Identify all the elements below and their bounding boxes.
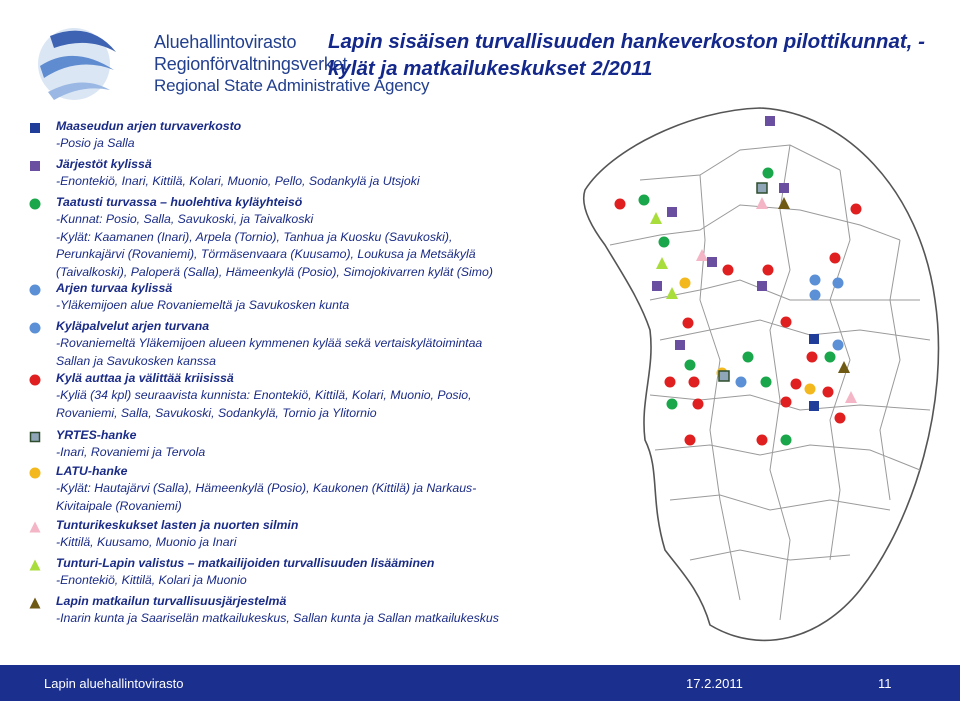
map-marker-circle-icon <box>825 352 836 363</box>
legend-line: -Kittilä, Kuusamo, Muonio ja Inari <box>56 535 237 550</box>
legend <box>0 112 560 632</box>
map-marker-circle-icon <box>743 352 754 363</box>
legend-heading: Taatusti turvassa – huolehtiva kyläyhteisö <box>56 195 303 209</box>
map-marker-circle-icon <box>736 377 747 388</box>
map-marker-square-outline-icon <box>719 371 729 381</box>
map-marker-circle-icon <box>833 340 844 351</box>
map-marker-square-icon <box>707 257 717 267</box>
map-marker-circle-icon <box>761 377 772 388</box>
map-marker-circle-icon <box>659 237 670 248</box>
legend-entry <box>56 156 576 191</box>
map-marker-square-icon <box>765 116 775 126</box>
legend-marker-triangle-icon <box>29 558 41 570</box>
legend-entry <box>56 517 576 552</box>
legend-line: (Taivalkoski), Paloperä (Salla), Hämeenkylä (Posio), Simojokivarren kylät (Simo) <box>56 264 493 279</box>
legend-line: -Kylät: Hautajärvi (Salla), Hämeenkylä (Posio), Kaukonen (Kittilä) ja Narkaus- <box>56 481 477 496</box>
legend-entry <box>56 593 576 628</box>
legend-line: -Posio ja Salla <box>56 136 135 151</box>
map-marker-circle-icon <box>723 265 734 276</box>
legend-marker-triangle-icon <box>29 596 41 608</box>
legend-line: Kivitaipale (Rovaniemi) <box>56 498 182 513</box>
lapland-map <box>556 100 960 660</box>
legend-heading: Tunturi-Lapin valistus – matkailijoiden turvallisuuden lisääminen <box>56 556 435 570</box>
legend-heading: Arjen turvaa kylissä <box>56 281 173 295</box>
legend-entry <box>56 370 576 422</box>
slide-title: Lapin sisäisen turvallisuuden hankeverkoston pilottikunnat, - kylät ja matkailukeskukset 2/2011 <box>328 30 925 80</box>
legend-marker-square-outline-icon <box>29 430 41 442</box>
legend-heading: Maaseudun arjen turvaverkosto <box>56 119 242 133</box>
legend-line: -Yläkemijoen alue Rovaniemeltä ja Savukosken kunta <box>56 298 350 313</box>
legend-entry <box>56 555 576 590</box>
legend-heading: Järjestöt kylissä <box>56 157 152 171</box>
legend-marker-circle-icon <box>29 466 41 478</box>
map-marker-circle-icon <box>680 278 691 289</box>
map-marker-circle-icon <box>810 275 821 286</box>
org-name-sv: Regionförvaltningsverket <box>154 54 348 74</box>
map-marker-circle-icon <box>823 387 834 398</box>
map-marker-circle-icon <box>810 290 821 301</box>
map-marker-circle-icon <box>791 379 802 390</box>
map-marker-square-outline-icon <box>757 183 767 193</box>
map-marker-circle-icon <box>805 384 816 395</box>
legend-line: -Inarin kunta ja Saariselän matkailukeskus, Sallan kunta ja Sallan matkailukeskus <box>56 611 499 626</box>
legend-marker-circle-icon <box>29 283 41 295</box>
org-name-en: Regional State Administrative Agency <box>154 76 430 95</box>
legend-heading: Kylä auttaa ja välittää kriisissä <box>56 371 234 385</box>
legend-marker-square-icon <box>29 159 41 171</box>
map-marker-circle-icon <box>851 204 862 215</box>
map-marker-square-icon <box>652 281 662 291</box>
legend-entry <box>56 463 576 515</box>
footer-page-number: 11 <box>878 676 892 691</box>
legend-line: -Enontekiö, Kittilä, Kolari ja Muonio <box>56 573 247 588</box>
legend-line: -Inari, Rovaniemi ja Tervola <box>56 445 206 460</box>
map-marker-circle-icon <box>835 413 846 424</box>
legend-line: -Kyliä (34 kpl) seuraavista kunnista: Enontekiö, Kittilä, Kolari, Muonio, Posio, <box>56 388 472 403</box>
logo-emblem-icon <box>30 26 126 106</box>
map-marker-circle-icon <box>685 360 696 371</box>
legend-line: -Rovaniemeltä Yläkemijoen alueen kymmenen kylää sekä vertaiskylätoimintaa <box>56 336 483 351</box>
legend-marker-circle-icon <box>29 197 41 209</box>
legend-heading: LATU-hanke <box>56 464 128 478</box>
map-marker-circle-icon <box>833 278 844 289</box>
map-marker-circle-icon <box>763 265 774 276</box>
map-marker-square-icon <box>667 207 677 217</box>
legend-entry <box>56 318 576 370</box>
map-marker-circle-icon <box>683 318 694 329</box>
map-marker-circle-icon <box>807 352 818 363</box>
map-marker-square-icon <box>779 183 789 193</box>
legend-line: -Kunnat: Posio, Salla, Savukoski, ja Taivalkoski <box>56 212 314 227</box>
legend-line: Sallan ja Savukosken kanssa <box>56 353 216 368</box>
map-marker-circle-icon <box>763 168 774 179</box>
footer-date: 17.2.2011 <box>686 676 743 691</box>
footer-bar <box>0 665 960 701</box>
map-marker-circle-icon <box>689 377 700 388</box>
map-marker-circle-icon <box>781 397 792 408</box>
legend-line: Perunkajärvi (Rovaniemi), Törmäsenvaara (Kuusamo), Loukusa ja Metsäkylä <box>56 247 476 262</box>
legend-entry <box>56 118 576 153</box>
map-marker-square-icon <box>809 334 819 344</box>
map-marker-square-icon <box>809 401 819 411</box>
legend-heading: Lapin matkailun turvallisuusjärjestelmä <box>56 594 287 608</box>
legend-heading: Tunturikeskukset lasten ja nuorten silmin <box>56 518 299 532</box>
map-marker-circle-icon <box>830 253 841 264</box>
map-marker-circle-icon <box>693 399 704 410</box>
map-marker-circle-icon <box>757 435 768 446</box>
map-marker-square-icon <box>757 281 767 291</box>
map-marker-circle-icon <box>665 377 676 388</box>
legend-entry <box>56 280 576 315</box>
legend-entry <box>56 194 576 281</box>
map-marker-circle-icon <box>639 195 650 206</box>
footer-org: Lapin aluehallintovirasto <box>44 676 184 691</box>
map-marker-circle-icon <box>667 399 678 410</box>
map-marker-square-icon <box>675 340 685 350</box>
legend-line: Rovaniemi, Salla, Savukoski, Sodankylä, Tornio ja Ylitornio <box>56 405 377 420</box>
legend-heading: Kyläpalvelut arjen turvana <box>56 319 210 333</box>
map-marker-circle-icon <box>781 317 792 328</box>
legend-line: -Kylät: Kaamanen (Inari), Arpela (Tornio), Tanhua ja Kuosku (Savukoski), <box>56 229 453 244</box>
org-name-fi: Aluehallintovirasto <box>154 32 297 52</box>
legend-heading: YRTES-hanke <box>56 428 137 442</box>
legend-marker-square-icon <box>29 121 41 133</box>
legend-marker-circle-icon <box>29 373 41 385</box>
map-marker-circle-icon <box>781 435 792 446</box>
map-marker-circle-icon <box>685 435 696 446</box>
legend-marker-triangle-icon <box>29 520 41 532</box>
map-marker-circle-icon <box>615 199 626 210</box>
legend-marker-circle-icon <box>29 321 41 333</box>
legend-line: -Enontekiö, Inari, Kittilä, Kolari, Muonio, Pello, Sodankylä ja Utsjoki <box>56 174 420 189</box>
legend-entry <box>56 427 576 462</box>
